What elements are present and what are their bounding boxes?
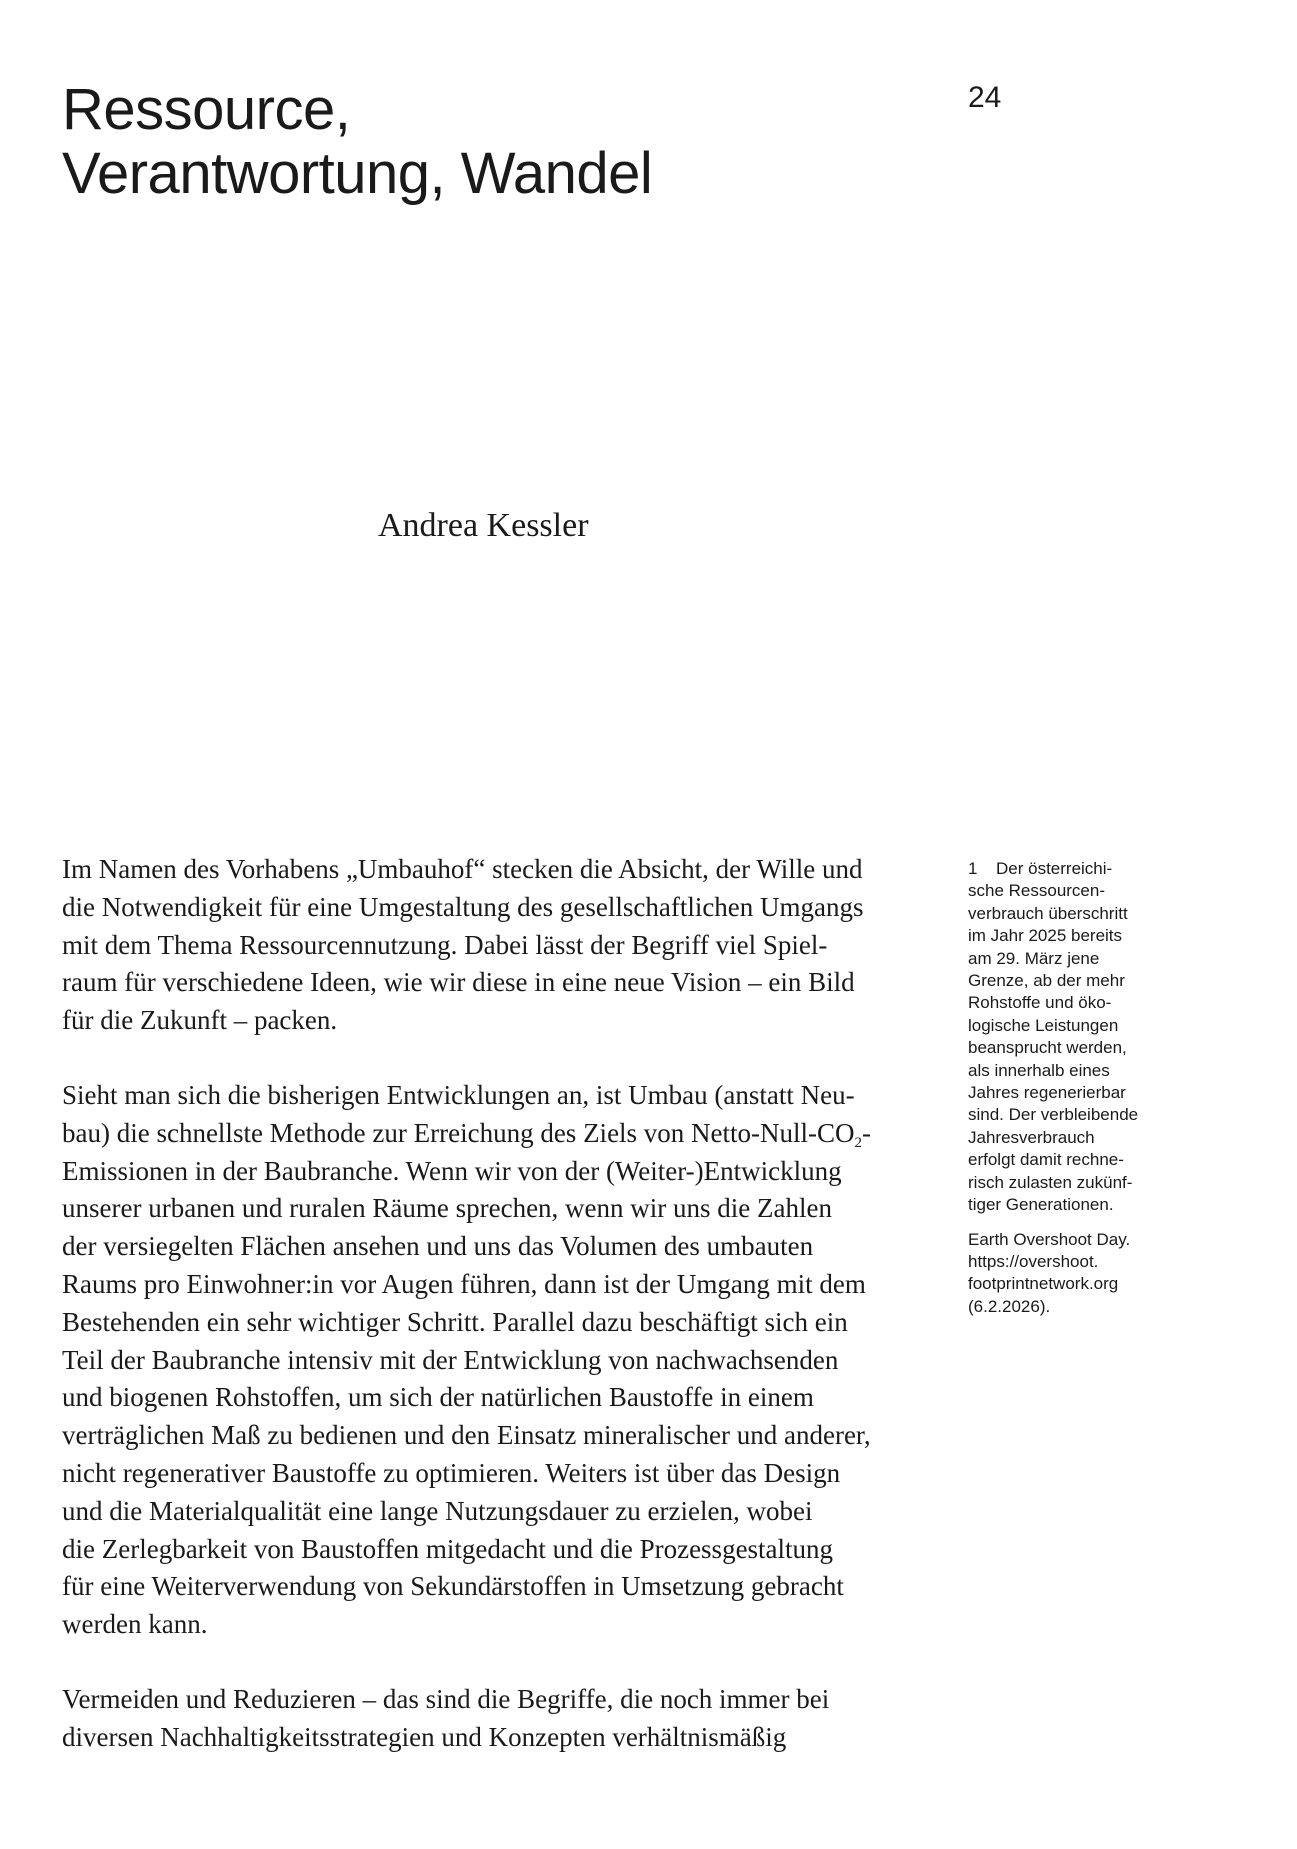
footnote-line: verbrauch überschritt	[968, 903, 1128, 923]
footnote	[968, 858, 1178, 1318]
text-line: raum für verschiedene Ideen, wie wir diese in eine neue Vision – ein Bild	[62, 967, 855, 998]
footnote-line: sind. Der verbleibende	[968, 1105, 1139, 1125]
text-line: der versiegelten Flächen ansehen und uns das Volumen des umbauten	[62, 1231, 814, 1262]
text-line: diversen Nachhaltigkeitsstrategien und Konzepten verhältnismäßig	[62, 1721, 787, 1752]
text-line: für die Zukunft – packen.	[62, 1005, 338, 1036]
text-line: Emissionen in der Baubranche. Wenn wir von der (Weiter-)Entwicklung	[62, 1155, 842, 1186]
page-number: 24	[968, 81, 1002, 114]
page-title	[62, 78, 652, 206]
footnote-line: als innerhalb eines	[968, 1060, 1110, 1080]
source-link[interactable]: https://overshoot.	[968, 1251, 1099, 1271]
text-line: nicht regenerativer Baustoffe zu optimieren. Weiters ist über das Design	[62, 1457, 841, 1488]
footnote-line: Jahres regenerierbar	[968, 1083, 1126, 1103]
text-line: Teil der Baubranche intensiv mit der Entwicklung von nachwachsenden	[62, 1344, 839, 1375]
text-line: die Notwendigkeit für eine Umgestaltung des gesellschaftlichen Umgangs	[62, 891, 864, 922]
title-line: Ressource,	[62, 77, 351, 142]
source-line: (6.2.2026).	[968, 1296, 1051, 1316]
footnote-line: erfolgt damit rechne-	[968, 1150, 1124, 1170]
author-name: Andrea Kessler	[378, 507, 589, 544]
text-line: verträglichen Maß zu bedienen und den Einsatz mineralischer und anderer,	[62, 1420, 871, 1451]
paragraph	[62, 1077, 950, 1644]
text-line: und die Materialqualität eine lange Nutzungsdauer zu erzielen, wobei	[62, 1495, 813, 1526]
footnote-line: Grenze, ab der mehr	[968, 971, 1125, 991]
text-line: Bestehenden ein sehr wichtiger Schritt. Parallel dazu beschäftigt sich ein	[62, 1306, 848, 1337]
footnote-line: tiger Generationen.	[968, 1195, 1114, 1215]
text-line: Sieht man sich die bisherigen Entwicklungen an, ist Umbau (anstatt Neu-	[62, 1079, 855, 1110]
footnote-line: Jahresverbrauch	[968, 1127, 1095, 1147]
footnote-line: am 29. März jene	[968, 948, 1100, 968]
footnote-line: logische Leistungen	[968, 1015, 1119, 1035]
text-line: für eine Weiterverwendung von Sekundärstoffen in Umsetzung gebracht	[62, 1571, 844, 1602]
footnote-line: beansprucht werden,	[968, 1038, 1127, 1058]
source-link[interactable]: footprintnetwork.org	[968, 1274, 1119, 1294]
text-line: und biogenen Rohstoffen, um sich der natürlichen Baustoffe in einem	[62, 1382, 814, 1413]
footnote-line: risch zulasten zukünf-	[968, 1172, 1133, 1192]
footnote-line: Rohstoffe und öko-	[968, 993, 1112, 1013]
body-text	[62, 851, 950, 1794]
text-line: Raums pro Einwohner:in vor Augen führen, dann ist der Umgang mit dem	[62, 1268, 866, 1299]
paragraph	[62, 851, 950, 1040]
text-line: Vermeiden und Reduzieren – das sind die Begriffe, die noch immer bei	[62, 1683, 830, 1714]
text-line: Im Namen des Vorhabens „Umbauhof“ stecken die Absicht, der Wille und	[62, 854, 863, 884]
text-line: die Zerlegbarkeit von Baustoffen mitgedacht und die Prozessgestaltung	[62, 1533, 834, 1564]
title-line: Verantwortung, Wandel	[62, 141, 653, 206]
source-line: Earth Overshoot Day.	[968, 1229, 1131, 1249]
footnote-line: im Jahr 2025 bereits	[968, 926, 1123, 946]
text-fragment: bau) die schnellste Methode zur Erreichung des Ziels von Netto-Null-CO	[62, 1117, 855, 1148]
footnote-text: Der österreichi-	[996, 859, 1113, 878]
text-line: werden kann.	[62, 1609, 208, 1640]
footnote-line	[968, 858, 1178, 880]
footnote-source	[968, 1229, 1178, 1319]
footnote-number: 1	[968, 859, 978, 878]
footnote-line: sche Ressourcen-	[968, 881, 1106, 901]
text-line: mit dem Thema Ressourcennutzung. Dabei lässt der Begriff viel Spiel-	[62, 929, 828, 960]
subscript: 2	[854, 1134, 863, 1151]
text-line	[62, 1115, 950, 1153]
paragraph	[62, 1681, 950, 1757]
text-line: unserer urbanen und ruralen Räume sprechen, wenn wir uns die Zahlen	[62, 1193, 832, 1224]
text-fragment: -	[862, 1117, 872, 1148]
